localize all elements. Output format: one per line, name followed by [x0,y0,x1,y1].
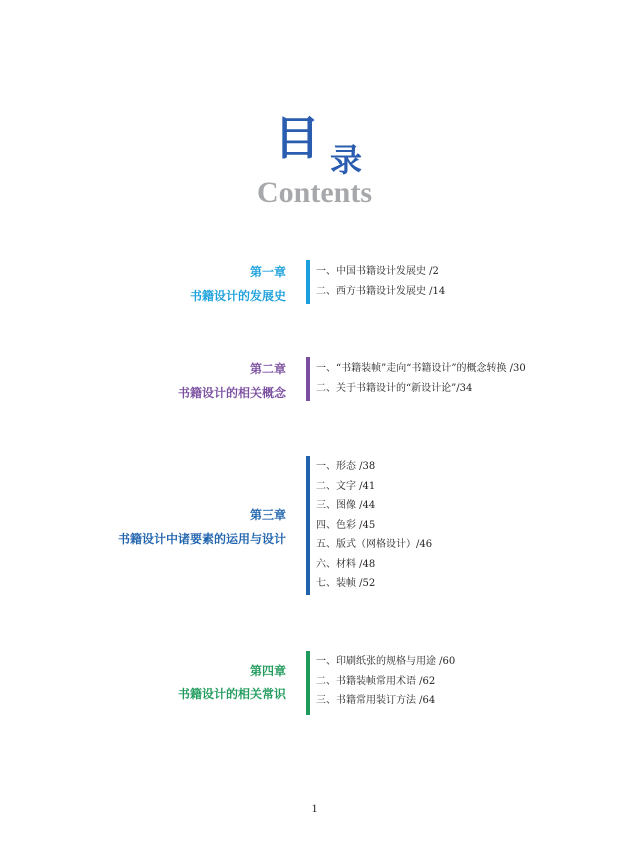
toc-item[interactable]: 六、材料 /48 [316,558,376,570]
toc-item[interactable]: 二、西方书籍设计发展史 /14 [316,285,446,297]
toc-item[interactable]: 一、中国书籍设计发展史 /2 [316,266,439,277]
title-char-mu: 目 [274,111,320,165]
toc-item[interactable]: 二、文字 /41 [316,480,376,492]
chapter-3-items [316,457,432,594]
chapter-1-bar [306,260,310,304]
chapter-4-items [316,652,455,711]
toc-item[interactable]: 四、色彩 /45 [316,519,376,531]
chapter-3-title: 书籍设计中诸要素的运用与设计 [117,532,286,546]
toc-item[interactable]: 三、图像 /44 [316,500,376,511]
toc-item[interactable]: 五、版式（网格设计）/46 [316,539,433,550]
chapter-4-bar [306,651,310,715]
chapter-4-number: 第四章 [249,664,286,678]
toc-item[interactable]: 一、形态 /38 [316,461,376,472]
toc-item[interactable]: 二、关于书籍设计的“新设计论”/34 [316,382,473,394]
chapter-3-number: 第三章 [249,508,286,522]
chapter-2-number: 第二章 [249,362,286,376]
chapter-3-bar [306,456,310,595]
toc-item[interactable]: 二、书籍装帧常用术语 /62 [316,675,436,687]
chapter-4-title: 书籍设计的相关常识 [177,687,286,701]
chapter-2-items [316,359,526,398]
toc-item[interactable]: 一、“书籍装帧”走向“书籍设计”的概念转换 /30 [316,363,526,374]
toc-item[interactable]: 三、书籍常用装订方法 /64 [316,695,436,706]
chapter-2-title: 书籍设计的相关概念 [177,386,286,400]
chapter-1-title: 书籍设计的发展史 [189,289,286,303]
toc-item[interactable]: 一、印刷纸张的规格与用途 /60 [316,656,456,667]
page-number: 1 [311,801,318,815]
page-title-cn [0,112,629,182]
chapter-1-number: 第一章 [249,265,286,279]
page-title-en: Contents [256,176,372,209]
toc-item[interactable]: 七、装帧 /52 [316,578,376,589]
title-char-lu: 录 [330,141,363,179]
chapter-2-bar [306,357,310,401]
chapter-1-items [316,262,445,301]
